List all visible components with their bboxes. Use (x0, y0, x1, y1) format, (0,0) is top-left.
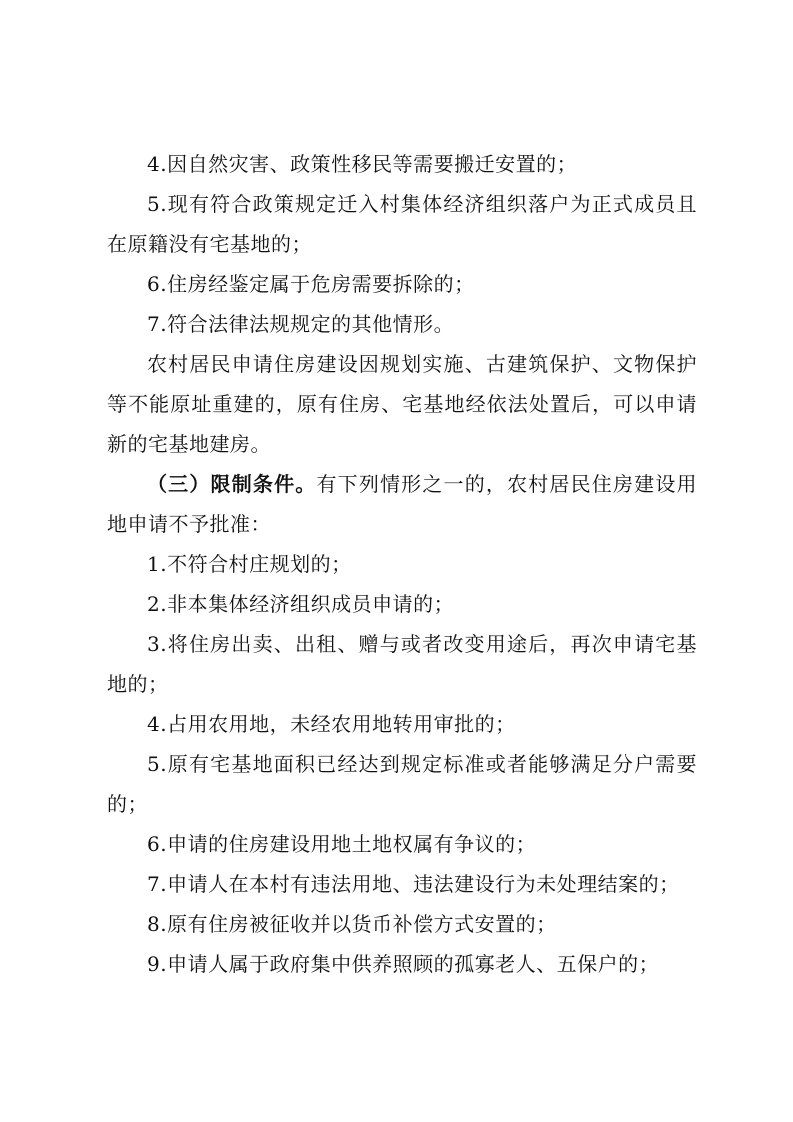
list-item: 7.申请人在本村有违法用地、违法建设行为未处理结案的； (147, 872, 680, 896)
section-heading: （三）限制条件。 (147, 472, 317, 496)
list-item: 3.将住房出卖、出租、赠与或者改变用途后，再次申请宅基地的； (107, 632, 697, 696)
section-paragraph: （三）限制条件。有下列情形之一的，农村居民住房建设用地申请不予批准： (107, 472, 698, 536)
list-item: 4.占用农用地，未经农用地转用审批的； (147, 712, 516, 736)
body-paragraph: 农村居民申请住房建设因规划实施、古建筑保护、文物保护等不能原址重建的，原有住房、宅基地经依法处置后，可以申请新的宅基地建房。 (107, 352, 697, 456)
list-item: 7.符合法律法规规定的其他情形。 (147, 312, 455, 336)
list-item: 6.住房经鉴定属于危房需要拆除的； (147, 272, 475, 296)
list-item: 5.现有符合政策规定迁入村集体经济组织落户为正式成员且在原籍没有宅基地的； (107, 192, 697, 256)
list-item: 4.因自然灾害、政策性移民等需要搬迁安置的； (147, 152, 578, 176)
list-item: 9.申请人属于政府集中供养照顾的孤寡老人、五保户的； (147, 952, 660, 976)
list-item: 2.非本集体经济组织成员申请的； (147, 592, 455, 616)
list-item: 5.原有宅基地面积已经达到规定标准或者能够满足分户需要的； (107, 752, 697, 816)
document-body (107, 144, 697, 984)
list-item: 6.申请的住房建设用地土地权属有争议的； (147, 832, 537, 856)
list-item: 1.不符合村庄规划的； (147, 552, 352, 576)
list-item: 8.原有住房被征收并以货币补偿方式安置的； (147, 912, 557, 936)
